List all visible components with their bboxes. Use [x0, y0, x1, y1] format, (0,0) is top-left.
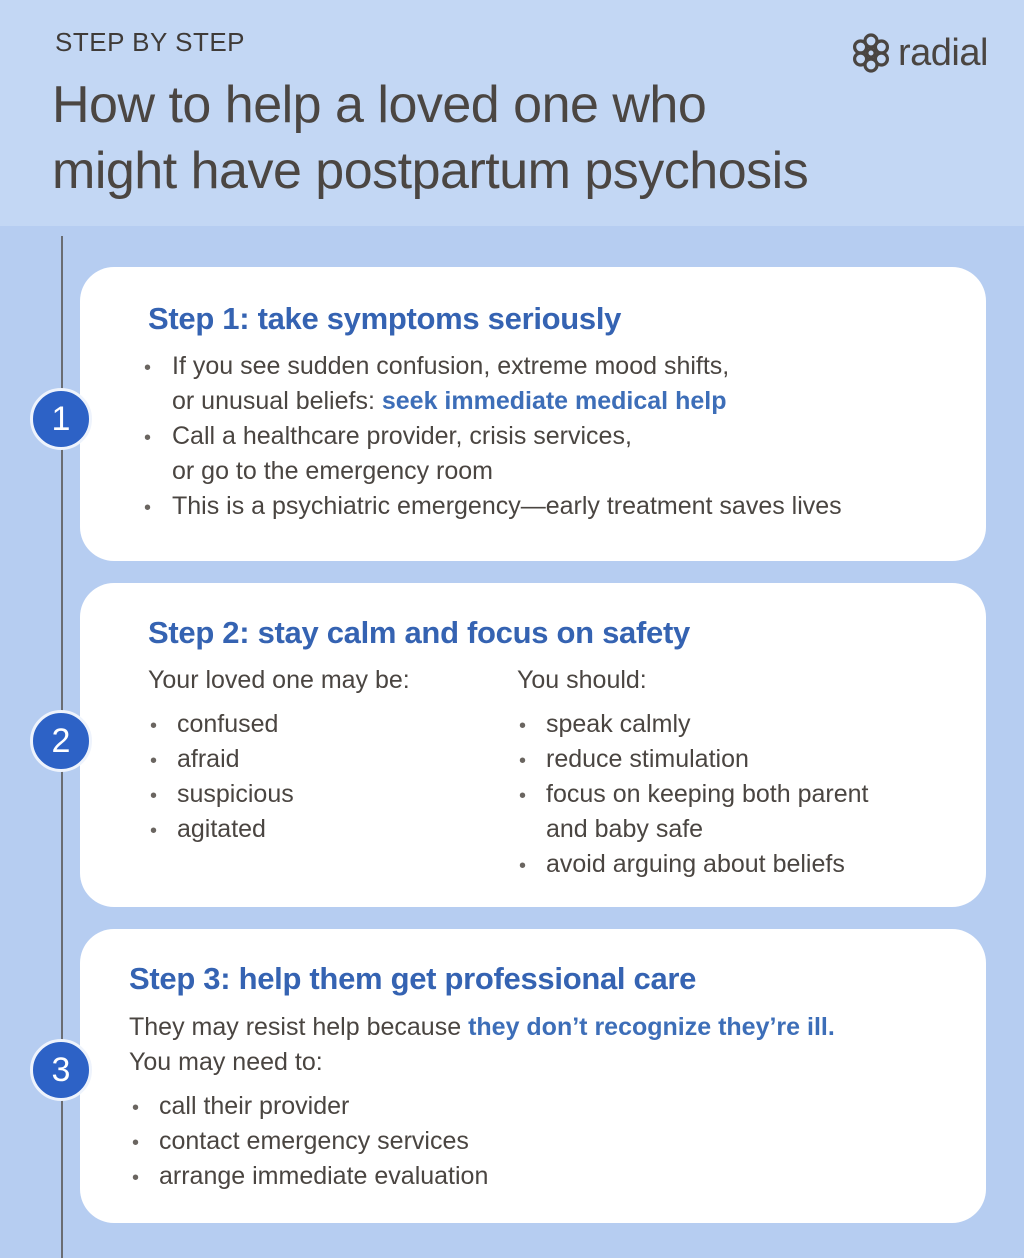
step-3-highlight: they don’t recognize they’re ill.: [468, 1013, 835, 1041]
step-3-title: Step 3: help them get professional care: [129, 961, 697, 996]
step-2-title: Step 2: stay calm and focus on safety: [148, 615, 690, 650]
bullet-icon: •: [519, 785, 527, 807]
brand-name: radial: [898, 31, 988, 74]
bullet-icon: •: [144, 357, 152, 379]
step-3-intro-prefix: They may resist help because: [129, 1013, 469, 1041]
bullet-icon: •: [150, 785, 158, 807]
step-2-right-item-4: avoid arguing about beliefs: [546, 850, 845, 878]
page-title-line-1: How to help a loved one who: [52, 76, 707, 134]
step-2-left-heading: Your loved one may be:: [148, 666, 410, 694]
step-1-title: Step 1: take symptoms seriously: [148, 301, 622, 336]
flower-logo-icon: [850, 32, 892, 74]
step-3-intro-line-2: You may need to:: [129, 1048, 323, 1076]
step-1-bullet-2-line-2: or go to the emergency room: [172, 457, 493, 485]
step-2-left-item-3: suspicious: [177, 780, 294, 808]
step-2-card: [80, 583, 986, 907]
step-2-left-item-2: afraid: [177, 745, 240, 773]
step-2-left-item-4: agitated: [177, 815, 266, 843]
step-1-bullet-2-line-1: Call a healthcare provider, crisis services,: [172, 422, 632, 450]
step-3-item-1: call their provider: [159, 1092, 350, 1120]
step-1-bullet-1-line-2: [172, 387, 726, 416]
brand-logo: [850, 30, 988, 76]
bullet-icon: •: [144, 497, 152, 519]
page-title: [52, 72, 808, 204]
step-2-right-item-1: speak calmly: [546, 710, 691, 738]
step-2-right-item-3-line-1: focus on keeping both parent: [546, 780, 869, 808]
page-title-line-2: might have postpartum psychosis: [52, 142, 809, 200]
bullet-icon: •: [150, 715, 158, 737]
step-3-card: [80, 929, 986, 1223]
bullet-icon: •: [150, 820, 158, 842]
step-2-number-badge: 2: [30, 710, 92, 772]
bullet-icon: •: [144, 427, 152, 449]
bullet-icon: •: [519, 715, 527, 737]
step-1-card: [80, 267, 986, 561]
step-3-item-3: arrange immediate evaluation: [159, 1162, 489, 1190]
step-2-right-heading: You should:: [517, 666, 647, 694]
step-3-item-2: contact emergency services: [159, 1127, 469, 1155]
step-1-bullet-1-prefix: or unusual beliefs:: [172, 387, 382, 415]
step-1-bullet-3: This is a psychiatric emergency—early treatment saves lives: [172, 492, 842, 520]
bullet-icon: •: [519, 750, 527, 772]
bullet-icon: •: [132, 1132, 140, 1154]
bullet-icon: •: [132, 1097, 140, 1119]
step-1-highlight: seek immediate medical help: [381, 387, 727, 415]
bullet-icon: •: [132, 1167, 140, 1189]
header: [0, 0, 1024, 226]
eyebrow-label: STEP BY STEP: [55, 27, 246, 57]
bullet-icon: •: [519, 855, 527, 877]
step-2-right-item-3-line-2: and baby safe: [546, 815, 704, 843]
step-2-right-item-2: reduce stimulation: [546, 745, 749, 773]
step-3-number-badge: 3: [30, 1039, 92, 1101]
bullet-icon: •: [150, 750, 158, 772]
step-3-intro-line-1: [129, 1013, 835, 1042]
step-2-left-item-1: confused: [177, 710, 279, 738]
step-1-bullet-1-line-1: If you see sudden confusion, extreme mood shifts,: [172, 352, 730, 380]
step-1-number-badge: 1: [30, 388, 92, 450]
